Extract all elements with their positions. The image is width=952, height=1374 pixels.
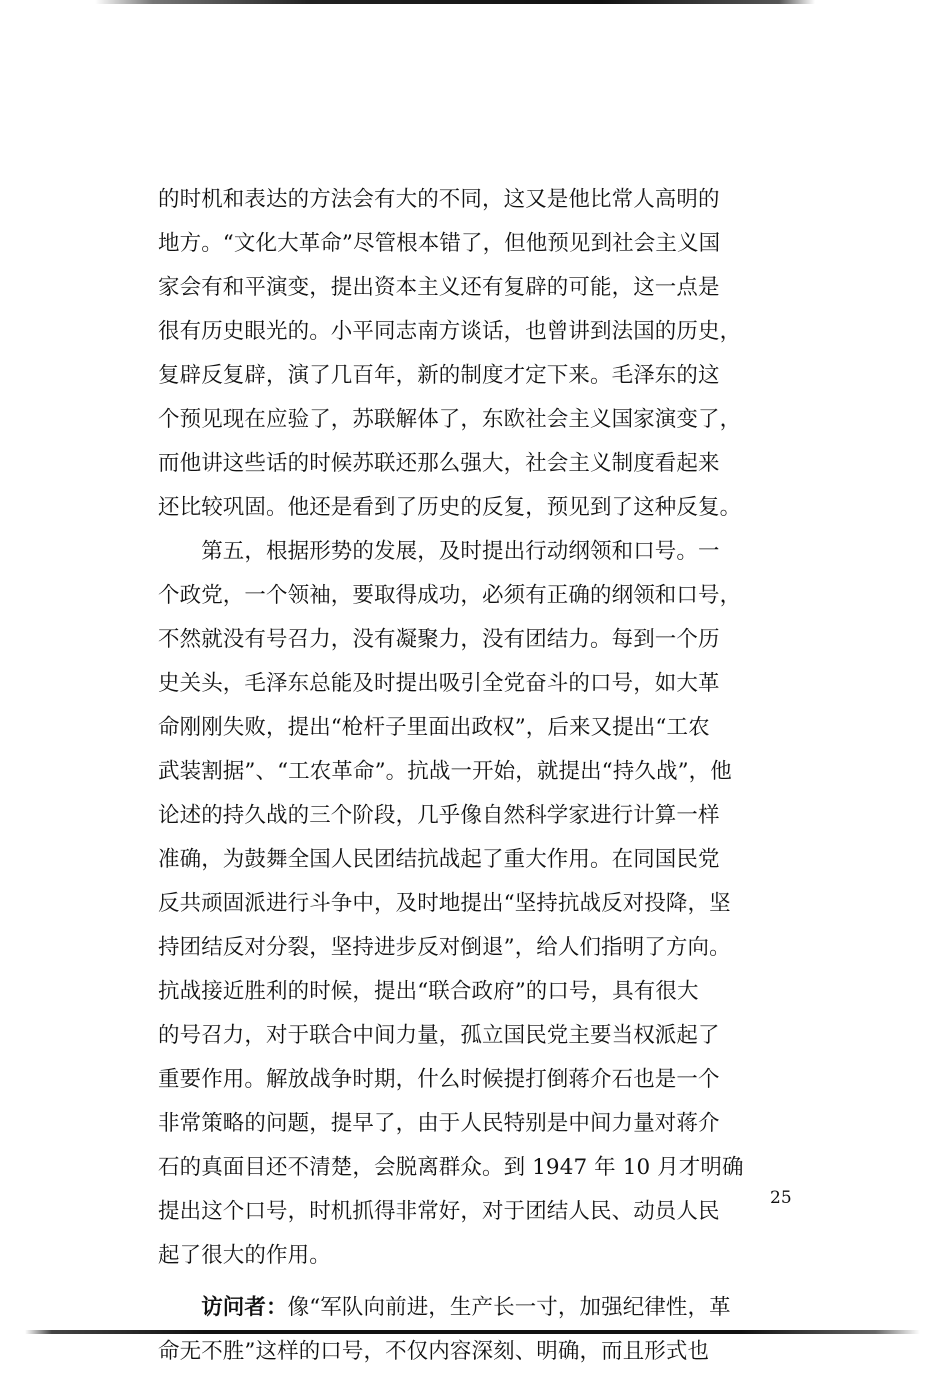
text-line: 不然就没有号召力，没有凝聚力，没有团结力。每到一个历 [158, 627, 720, 652]
page-number: 25 [770, 1188, 792, 1208]
text-line: 命刚刚失败，提出“枪杆子里面出政权”，后来又提出“工农 [158, 715, 710, 740]
text-line: 的时机和表达的方法会有大的不同，这又是他比常人高明的 [158, 187, 720, 212]
text-line: 史关头，毛泽东总能及时提出吸引全党奋斗的口号，如大革 [158, 671, 720, 696]
body-text [158, 178, 812, 1374]
text-line: 重要作用。解放战争时期，什么时候提打倒蒋介石也是一个 [158, 1067, 720, 1092]
text-line: 命无不胜”这样的口号，不仅内容深刻、明确，而且形式也 [158, 1339, 710, 1364]
paragraph [158, 178, 812, 530]
text-line: 家会有和平演变，提出资本主义还有复辟的可能，这一点是 [158, 275, 720, 300]
text-line: 反共顽固派进行斗争中，及时地提出“坚持抗战反对投降，坚 [158, 891, 731, 916]
text-line: 石的真面目还不清楚，会脱离群众。到 1947 年 10 月才明确 [158, 1155, 744, 1180]
text-line: 论述的持久战的三个阶段，几乎像自然科学家进行计算一样 [158, 803, 720, 828]
paragraph [158, 530, 812, 1278]
text-line: 地方。“文化大革命”尽管根本错了，但他预见到社会主义国 [158, 231, 721, 256]
text-line: 持团结反对分裂，坚持进步反对倒退”，给人们指明了方向。 [158, 935, 731, 960]
text-line: 提出这个口号，时机抓得非常好，对于团结人民、动员人民 [158, 1199, 720, 1224]
text-line: 准确，为鼓舞全国人民团结抗战起了重大作用。在同国民党 [158, 847, 720, 872]
speaker-text: 像“军队向前进，生产长一寸，加强纪律性，革 [287, 1295, 731, 1320]
text-line: 个预见现在应验了，苏联解体了，东欧社会主义国家演变了， [158, 407, 742, 432]
text-line: 个政党，一个领袖，要取得成功，必须有正确的纲领和口号， [158, 583, 742, 608]
text-line: 复辟反复辟，演了几百年，新的制度才定下来。毛泽东的这 [158, 363, 720, 388]
text-line: 抗战接近胜利的时候，提出“联合政府”的口号，具有很大 [158, 979, 699, 1004]
scan-edge-top [95, 0, 815, 4]
text-line: 起了很大的作用。 [158, 1243, 331, 1268]
text-line: 还比较巩固。他还是看到了历史的反复，预见到了这种反复。 [158, 495, 742, 520]
text-line: 很有历史眼光的。小平同志南方谈话，也曾讲到法国的历史， [158, 319, 742, 344]
speaker-label: 访问者： [158, 1295, 288, 1320]
scan-edge-bottom [25, 1330, 920, 1334]
paragraph-gap [158, 1278, 812, 1286]
text-line [158, 1286, 812, 1330]
text-line: 而他讲这些话的时候苏联还那么强大，社会主义制度看起来 [158, 451, 720, 476]
text-line: 的号召力，对于联合中间力量，孤立国民党主要当权派起了 [158, 1023, 720, 1048]
text-line: 非常策略的问题，提早了，由于人民特别是中间力量对蒋介 [158, 1111, 720, 1136]
text-line: 第五，根据形势的发展，及时提出行动纲领和口号。一 [158, 539, 720, 564]
text-line: 武装割据”、“工农革命”。抗战一开始，就提出“持久战”，他 [158, 759, 732, 784]
